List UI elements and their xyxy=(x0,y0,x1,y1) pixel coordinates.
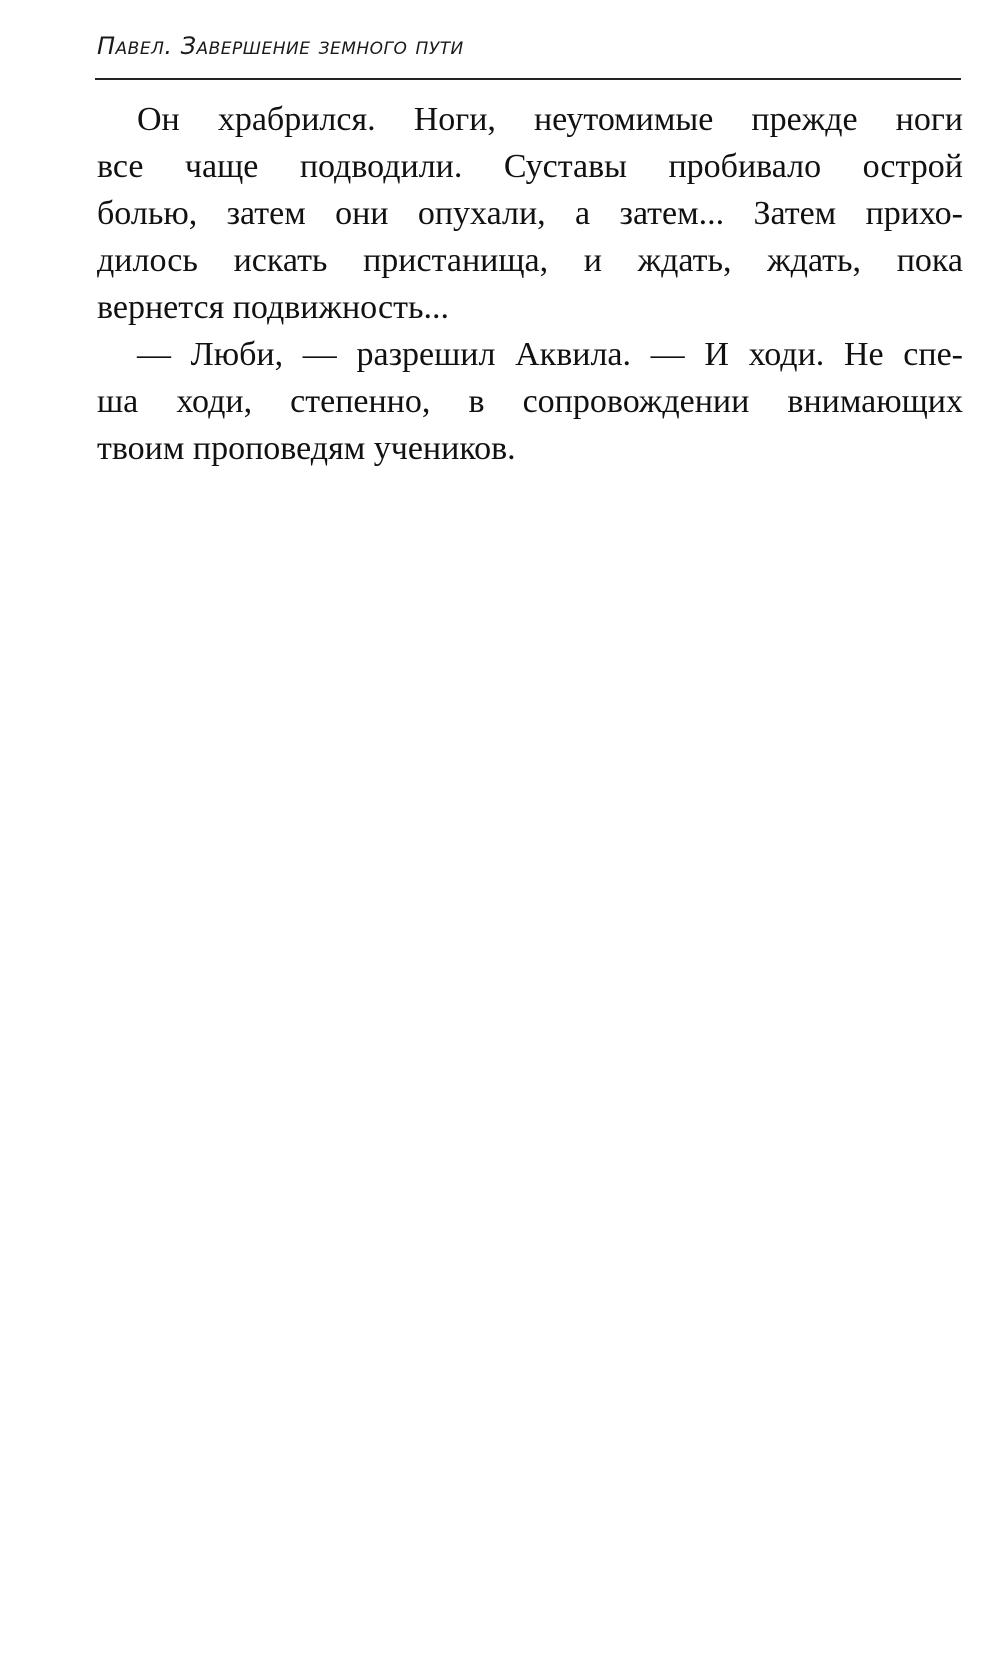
paragraph-1 xyxy=(97,96,963,331)
paragraph-2 xyxy=(97,331,963,472)
text-line: ша ходи, степенно, в сопровождении внимающих xyxy=(97,383,963,420)
text-line: дилось искать пристанища, и ждать, ждать, пока xyxy=(97,242,963,279)
header-rule xyxy=(95,78,961,80)
text-line: твоим проповедям учеников. xyxy=(97,430,516,467)
text-line: болью, затем они опухали, а затем... Затем прихо- xyxy=(97,195,963,232)
running-head: Павел. Завершение земного пути xyxy=(97,32,464,60)
text-line: все чаще подводили. Суставы пробивало острой xyxy=(97,148,963,185)
text-line: — Люби, — разрешил Аквила. — И ходи. Не спе- xyxy=(137,336,963,373)
body-text xyxy=(97,96,963,472)
text-line: вернется подвижность... xyxy=(97,289,449,326)
text-line: Он храбрился. Ноги, неутомимые прежде ноги xyxy=(137,101,963,138)
